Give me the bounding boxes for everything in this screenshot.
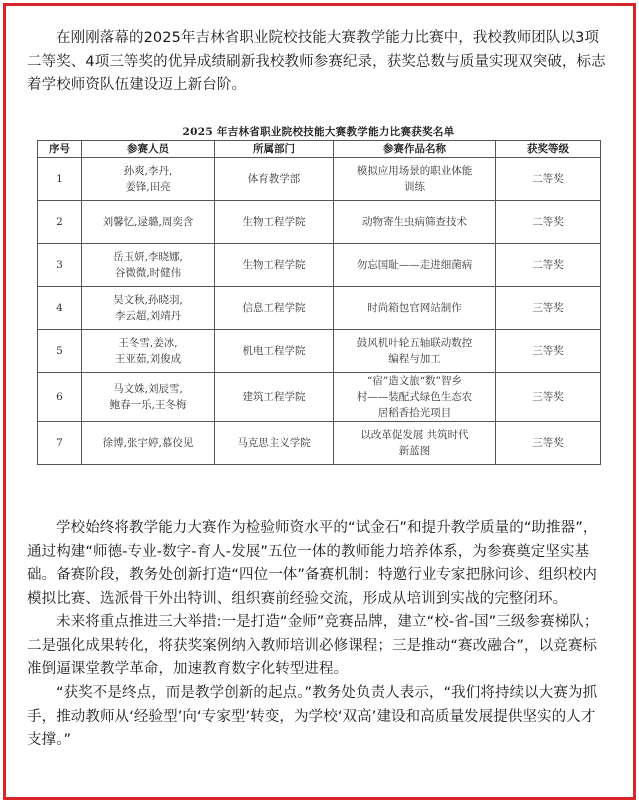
table-row: [38, 244, 601, 287]
cell-no: 2: [38, 201, 82, 244]
intro-paragraph: 在刚刚落幕的2025年吉林省职业院校技能大赛教学能力比赛中，我校教师团队以3项二等奖、4项三等奖的优异成绩刷新我校教师参赛纪录，获奖总数与质量实现双突破，标志着学校师资队伍建设迈上新台阶。: [27, 30, 606, 93]
member-line: 谷微微,时健伟: [114, 267, 182, 279]
cell-no: 7: [38, 422, 82, 465]
cell-work: [334, 373, 496, 422]
cell-level: 二等奖: [496, 244, 601, 287]
cell-members: [82, 287, 215, 330]
member-line: 吴文秋,孙晓羽,: [113, 294, 183, 306]
work-line: 鼓风机叶轮五轴联动数控: [356, 337, 473, 349]
body-paragraph-quote: “获奖不是终点，而是教学创新的起点。”教务处负责人表示，“我们将持续以大赛为抓手，推动教师从‘经验型’向‘专家型’转变，为学校‘双高’建设和高质量发展提供坚实的人才支撑。”: [27, 685, 598, 748]
cell-work: [334, 158, 496, 201]
cell-members: [82, 330, 215, 373]
cell-dept: 信息工程学院: [215, 287, 334, 330]
cell-no: 4: [38, 287, 82, 330]
table-row: [38, 373, 601, 422]
cell-members: [82, 373, 215, 422]
cell-level: 二等奖: [496, 201, 601, 244]
cell-dept: 生物工程学院: [215, 244, 334, 287]
cell-no: 3: [38, 244, 82, 287]
award-table: [37, 140, 601, 465]
header-dept: 所属部门: [215, 141, 334, 158]
work-line: 时尚箱包官网站制作: [367, 302, 462, 314]
cell-no: 1: [38, 158, 82, 201]
member-line: 马文姝,刘辰雪,: [113, 383, 183, 395]
work-line: 居稻香拾光项目: [377, 407, 452, 419]
table-row: [38, 422, 601, 465]
cell-level: 三等奖: [496, 330, 601, 373]
header-members: 参赛人员: [82, 141, 215, 158]
cell-dept: 机电工程学院: [215, 330, 334, 373]
cell-members: [82, 422, 215, 465]
member-line: 王冬雪,姜冰,: [118, 337, 178, 349]
body-paragraph-plans: 未来将重点推进三大举措:一是打造“金师”竞赛品牌，建立“校-省-国”三级参赛梯队；二是强化成果转化，将获奖案例纳入教师培训必修课程；三是推动“赛改融合”，以竞赛标准倒逼课堂教学革命，加速教育数字化转型进程。: [27, 614, 599, 677]
work-line: 勿忘国耻——走进细菌病: [356, 259, 473, 271]
cell-level: 三等奖: [496, 287, 601, 330]
cell-dept: 生物工程学院: [215, 201, 334, 244]
member-line: 岳玉妍,李晓娜,: [113, 251, 183, 263]
member-line: 刘馨忆,逯璐,周奕含: [102, 216, 194, 228]
header-work: 参赛作品名称: [334, 141, 496, 158]
cell-dept: 体育教学部: [215, 158, 334, 201]
table-row: [38, 287, 601, 330]
cell-no: 6: [38, 373, 82, 422]
cell-work: [334, 244, 496, 287]
cell-level: 二等奖: [496, 158, 601, 201]
member-line: 鲍春一乐,王冬梅: [109, 399, 187, 411]
header-no: 序号: [38, 141, 82, 158]
table-row: [38, 158, 601, 201]
cell-dept: 建筑工程学院: [215, 373, 334, 422]
work-line: 新蓝图: [398, 445, 431, 457]
cell-members: [82, 158, 215, 201]
cell-work: [334, 287, 496, 330]
work-line: 动物寄生虫病筛查技术: [362, 216, 467, 228]
work-line: 村——装配式绿色生态农: [356, 391, 473, 403]
work-line: 编程与加工: [388, 353, 441, 365]
cell-members: [82, 201, 215, 244]
cell-no: 5: [38, 330, 82, 373]
cell-level: 三等奖: [496, 373, 601, 422]
table-row: [38, 330, 601, 373]
table-row: [38, 201, 601, 244]
cell-work: [334, 330, 496, 373]
body-paragraph-training: 学校始终将教学能力大赛作为检验师资水平的“试金石”和提升教学质量的“助推器”，通过构建“师德-专业-数字-育人-发展”五位一体的教师能力培养体系，为参赛奠定坚实基础。备赛阶段，教务处创新打造“四位一体”备赛机制：特邀行业专家把脉问诊、组织校内模拟比赛、选派骨干外出特训、组织赛前经验交流，形成从培训到实战的完整闭环。: [27, 520, 598, 607]
work-line: 模拟应用场景的职业体能: [356, 165, 473, 177]
member-line: 徐博,张宇婷,慕佼见: [102, 437, 194, 449]
header-level: 获奖等级: [496, 141, 601, 158]
work-line: “宿”造文旅“数”智乡: [367, 375, 462, 387]
member-line: 姜锋,田亮: [125, 181, 171, 193]
award-table-figure: [37, 124, 600, 470]
award-table-caption: 2025 年吉林省职业院校技能大赛教学能力比赛获奖名单: [182, 126, 455, 138]
table-header-row: [38, 141, 601, 158]
member-line: 李云超,刘靖丹: [114, 310, 182, 322]
cell-level: 三等奖: [496, 422, 601, 465]
member-line: 孙爽,李丹,: [123, 165, 173, 177]
member-line: 王亚茹,刘俊成: [114, 353, 182, 365]
work-line: 训练: [404, 181, 425, 193]
cell-dept: 马克思主义学院: [215, 422, 334, 465]
cell-members: [82, 244, 215, 287]
cell-work: [334, 201, 496, 244]
work-line: 以改革促发展 共筑时代: [360, 429, 469, 441]
cell-work: [334, 422, 496, 465]
